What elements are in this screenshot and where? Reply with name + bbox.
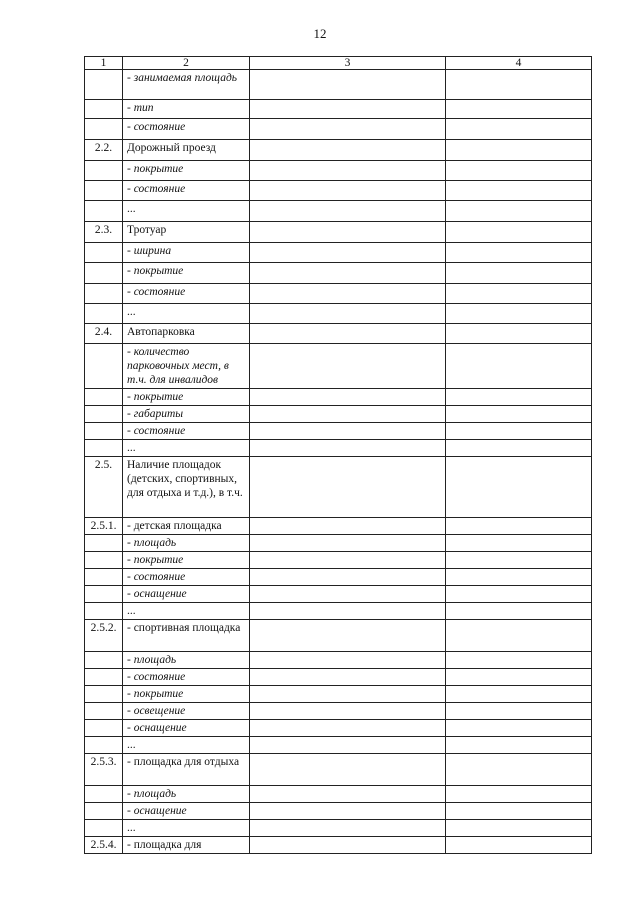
data-table <box>84 56 592 854</box>
cell-col-4 <box>446 440 592 457</box>
row-label: ... <box>123 201 250 222</box>
table-row <box>85 161 592 181</box>
row-label: - покрытие <box>123 161 250 181</box>
table-row <box>85 263 592 284</box>
table-row <box>85 100 592 119</box>
cell-col-3 <box>250 457 446 518</box>
cell-col-4 <box>446 586 592 603</box>
row-label: - покрытие <box>123 389 250 406</box>
row-number: 2.5. <box>85 457 123 518</box>
row-label: - состояние <box>123 181 250 201</box>
column-header-2: 2 <box>123 57 250 70</box>
table-row <box>85 423 592 440</box>
cell-col-4 <box>446 201 592 222</box>
table-row <box>85 201 592 222</box>
row-number <box>85 284 123 304</box>
table-row <box>85 457 592 518</box>
cell-col-3 <box>250 786 446 803</box>
row-number <box>85 669 123 686</box>
row-number <box>85 423 123 440</box>
row-number <box>85 263 123 284</box>
cell-col-4 <box>446 686 592 703</box>
cell-col-4 <box>446 552 592 569</box>
row-number <box>85 652 123 669</box>
cell-col-3 <box>250 324 446 344</box>
cell-col-4 <box>446 737 592 754</box>
cell-col-3 <box>250 803 446 820</box>
row-label: - покрытие <box>123 686 250 703</box>
row-label: - оснащение <box>123 586 250 603</box>
page-number: 12 <box>313 26 327 41</box>
cell-col-3 <box>250 201 446 222</box>
row-number <box>85 201 123 222</box>
row-number <box>85 406 123 423</box>
row-label: - занимаемая площадь <box>123 70 250 100</box>
cell-col-3 <box>250 603 446 620</box>
row-label: ... <box>123 440 250 457</box>
table-row <box>85 703 592 720</box>
table-row <box>85 243 592 263</box>
row-number: 2.5.2. <box>85 620 123 652</box>
row-number: 2.3. <box>85 222 123 243</box>
row-label: Автопарковка <box>123 324 250 344</box>
cell-col-3 <box>250 686 446 703</box>
cell-col-4 <box>446 344 592 389</box>
row-label: - оснащение <box>123 803 250 820</box>
cell-col-3 <box>250 423 446 440</box>
table-row <box>85 620 592 652</box>
cell-col-4 <box>446 284 592 304</box>
cell-col-4 <box>446 703 592 720</box>
row-label: - габариты <box>123 406 250 423</box>
cell-col-3 <box>250 620 446 652</box>
cell-col-4 <box>446 304 592 324</box>
cell-col-3 <box>250 243 446 263</box>
row-label: ... <box>123 603 250 620</box>
table-row <box>85 119 592 140</box>
cell-col-3 <box>250 119 446 140</box>
table-row <box>85 803 592 820</box>
row-label: - состояние <box>123 423 250 440</box>
table-row <box>85 552 592 569</box>
row-number <box>85 100 123 119</box>
cell-col-4 <box>446 457 592 518</box>
table-row <box>85 389 592 406</box>
cell-col-3 <box>250 406 446 423</box>
row-number <box>85 786 123 803</box>
cell-col-3 <box>250 70 446 100</box>
table-row <box>85 406 592 423</box>
cell-col-4 <box>446 263 592 284</box>
row-number <box>85 586 123 603</box>
row-label: - состояние <box>123 284 250 304</box>
table-row <box>85 324 592 344</box>
cell-col-4 <box>446 786 592 803</box>
row-number <box>85 720 123 737</box>
row-label: ... <box>123 304 250 324</box>
table-row <box>85 440 592 457</box>
row-number: 2.2. <box>85 140 123 161</box>
row-label: Дорожный проезд <box>123 140 250 161</box>
row-number: 2.5.3. <box>85 754 123 786</box>
row-label: Наличие площадок (детских, спортивных, для отдыха и т.д.), в т.ч. <box>123 457 250 518</box>
column-header-1: 1 <box>85 57 123 70</box>
row-number <box>85 243 123 263</box>
table-row <box>85 686 592 703</box>
cell-col-3 <box>250 161 446 181</box>
row-number <box>85 603 123 620</box>
cell-col-3 <box>250 518 446 535</box>
row-label: ... <box>123 820 250 837</box>
table-row <box>85 786 592 803</box>
row-label: - ширина <box>123 243 250 263</box>
cell-col-3 <box>250 669 446 686</box>
cell-col-3 <box>250 720 446 737</box>
row-number <box>85 440 123 457</box>
row-label: - состояние <box>123 669 250 686</box>
cell-col-4 <box>446 669 592 686</box>
cell-col-4 <box>446 389 592 406</box>
cell-col-4 <box>446 837 592 854</box>
table-row <box>85 304 592 324</box>
cell-col-4 <box>446 535 592 552</box>
table-header-row <box>85 57 592 70</box>
cell-col-4 <box>446 140 592 161</box>
cell-col-4 <box>446 423 592 440</box>
cell-col-4 <box>446 569 592 586</box>
table-row <box>85 754 592 786</box>
row-number: 2.4. <box>85 324 123 344</box>
cell-col-3 <box>250 389 446 406</box>
table-row <box>85 222 592 243</box>
row-number <box>85 703 123 720</box>
table-row <box>85 181 592 201</box>
cell-col-4 <box>446 222 592 243</box>
cell-col-4 <box>446 70 592 100</box>
table-row <box>85 652 592 669</box>
row-label: - площадь <box>123 786 250 803</box>
row-label: - состояние <box>123 569 250 586</box>
row-number: 2.5.1. <box>85 518 123 535</box>
cell-col-3 <box>250 820 446 837</box>
row-label: - площадка для отдыха <box>123 754 250 786</box>
row-number <box>85 737 123 754</box>
table-row <box>85 284 592 304</box>
row-label: - площадка для <box>123 837 250 854</box>
row-label: ... <box>123 737 250 754</box>
row-number <box>85 535 123 552</box>
table-row <box>85 820 592 837</box>
row-number: 2.5.4. <box>85 837 123 854</box>
cell-col-3 <box>250 754 446 786</box>
cell-col-4 <box>446 161 592 181</box>
row-label: - тип <box>123 100 250 119</box>
cell-col-4 <box>446 720 592 737</box>
row-label: - площадь <box>123 652 250 669</box>
cell-col-4 <box>446 820 592 837</box>
cell-col-4 <box>446 119 592 140</box>
cell-col-3 <box>250 344 446 389</box>
cell-col-4 <box>446 406 592 423</box>
row-number <box>85 161 123 181</box>
table-row <box>85 837 592 854</box>
cell-col-3 <box>250 837 446 854</box>
table-row <box>85 70 592 100</box>
table-row <box>85 535 592 552</box>
row-label: Тротуар <box>123 222 250 243</box>
row-number <box>85 304 123 324</box>
cell-col-3 <box>250 652 446 669</box>
cell-col-3 <box>250 284 446 304</box>
cell-col-4 <box>446 603 592 620</box>
cell-col-4 <box>446 754 592 786</box>
row-number <box>85 569 123 586</box>
row-label: - покрытие <box>123 552 250 569</box>
cell-col-3 <box>250 535 446 552</box>
cell-col-4 <box>446 100 592 119</box>
row-number <box>85 70 123 100</box>
table-row <box>85 586 592 603</box>
cell-col-3 <box>250 586 446 603</box>
row-number <box>85 803 123 820</box>
row-label: - площадь <box>123 535 250 552</box>
row-number <box>85 181 123 201</box>
cell-col-3 <box>250 703 446 720</box>
row-label: - оснащение <box>123 720 250 737</box>
table-row <box>85 720 592 737</box>
row-number <box>85 344 123 389</box>
table-row <box>85 737 592 754</box>
table-row <box>85 518 592 535</box>
row-number <box>85 820 123 837</box>
cell-col-3 <box>250 737 446 754</box>
cell-col-3 <box>250 552 446 569</box>
row-label: - детская площадка <box>123 518 250 535</box>
row-label: - покрытие <box>123 263 250 284</box>
cell-col-4 <box>446 620 592 652</box>
cell-col-4 <box>446 652 592 669</box>
table-row <box>85 669 592 686</box>
cell-col-3 <box>250 222 446 243</box>
row-label: - освещение <box>123 703 250 720</box>
cell-col-4 <box>446 803 592 820</box>
table-row <box>85 344 592 389</box>
cell-col-3 <box>250 569 446 586</box>
row-number <box>85 686 123 703</box>
row-label: - количество парковочных мест, в т.ч. для инвалидов <box>123 344 250 389</box>
cell-col-3 <box>250 304 446 324</box>
row-number <box>85 119 123 140</box>
row-label: - состояние <box>123 119 250 140</box>
cell-col-3 <box>250 263 446 284</box>
table-row <box>85 569 592 586</box>
cell-col-3 <box>250 440 446 457</box>
cell-col-3 <box>250 140 446 161</box>
cell-col-4 <box>446 518 592 535</box>
cell-col-4 <box>446 324 592 344</box>
row-number <box>85 552 123 569</box>
row-label: - спортивная площадка <box>123 620 250 652</box>
table-row <box>85 140 592 161</box>
row-number <box>85 389 123 406</box>
table-row <box>85 603 592 620</box>
cell-col-4 <box>446 243 592 263</box>
cell-col-3 <box>250 100 446 119</box>
cell-col-4 <box>446 181 592 201</box>
cell-col-3 <box>250 181 446 201</box>
column-header-4: 4 <box>446 57 592 70</box>
column-header-3: 3 <box>250 57 446 70</box>
